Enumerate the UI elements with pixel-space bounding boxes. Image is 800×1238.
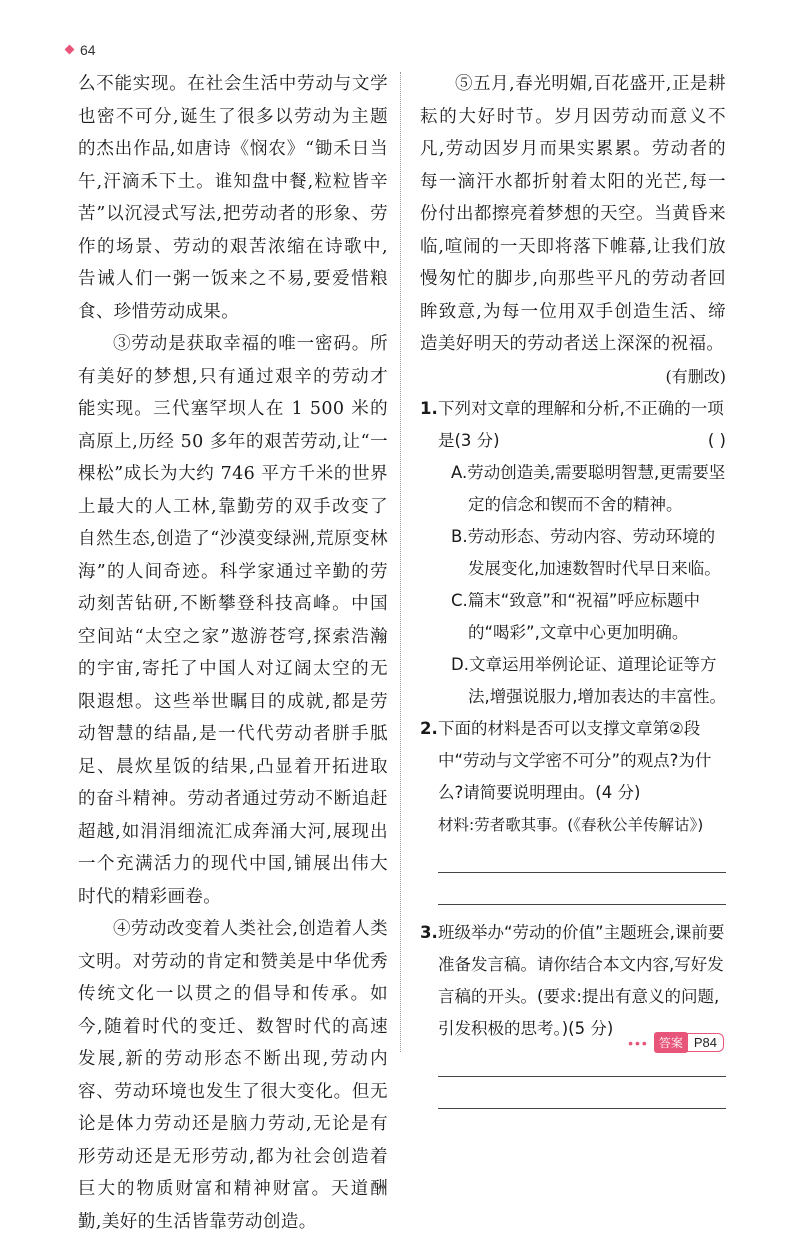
source-note: (有删改): [665, 366, 726, 386]
question-stem: 下列对文章的理解和分析,不正确的一项是(3 分): [438, 398, 724, 450]
material-text: 材料:劳者歌其事。(《春秋公羊传解诂》): [438, 815, 704, 834]
option-b[interactable]: B.劳动形态、劳动内容、劳动环境的发展变化,加速数智时代早日来临。: [451, 526, 721, 578]
left-column: [78, 68, 388, 1238]
paragraph-2-continued: 么不能实现。在社会生活中劳动与文学也密不可分,诞生了很多以劳动为主题的杰出作品,如唐诗《悯农》“锄禾日当午,汗滴禾下土。谁知盘中餐,粒粒皆辛苦”以沉浸式写法,把劳动者的形象、劳作的场景、劳动的艰苦浓缩在诗歌中,告诫人们一粥一饭来之不易,要爱惜粮食、珍惜劳动成果。: [78, 74, 388, 322]
answer-line[interactable]: [438, 873, 726, 905]
answer-line[interactable]: [438, 841, 726, 873]
question-stem: 班级举办“劳动的价值”主题班会,课前要准备发言稿。请你结合本文内容,写好发言稿的开头。(要求:提出有意义的问题,引发积极的思考。)(5 分): [438, 922, 725, 1038]
page-number: 64: [80, 42, 96, 58]
option-a[interactable]: A.劳动创造美,需要聪明智慧,更需要坚定的信念和锲而不舍的精神。: [451, 462, 726, 514]
question-number: 3.: [420, 922, 438, 942]
answer-badge: 答案: [654, 1032, 688, 1053]
answer-reference[interactable]: [628, 1032, 724, 1053]
dots-icon: •••: [628, 1034, 649, 1051]
option-d[interactable]: D.文章运用举例论证、道理论证等方法,增强说服力,增加表达的丰富性。: [451, 654, 726, 706]
question-number: 1.: [420, 398, 438, 418]
column-divider: [400, 72, 401, 1052]
question-number: 2.: [420, 718, 438, 738]
question-stem: 下面的材料是否可以支撑文章第②段中“劳动与文学密不可分”的观点?为什么?请简要说明理由。(4 分): [438, 718, 712, 802]
question-1: [420, 393, 726, 713]
answer-line[interactable]: [438, 1077, 726, 1109]
answer-page-ref: P84: [687, 1033, 724, 1052]
question-3: [420, 917, 726, 1109]
question-2: [420, 713, 726, 905]
paragraph-4: ④劳动改变着人类社会,创造着人类文明。对劳动的肯定和赞美是中华优秀传统文化一以贯之的倡导和传承。如今,随着时代的变迁、数智时代的高速发展,新的劳动形态不断出现,劳动内容、劳动环境也发生了很大变化。但无论是体力劳动还是脑力劳动,无论是有形劳动还是无形劳动,都为社会创造着巨大的物质财富和精神财富。天道酬勤,美好的生活皆靠劳动创造。: [78, 919, 388, 1232]
option-c[interactable]: C.篇末“致意”和“祝福”呼应标题中的“喝彩”,文章中心更加明确。: [451, 590, 700, 642]
answer-bracket[interactable]: ( ): [707, 430, 726, 450]
paragraph-5: ⑤五月,春光明媚,百花盛开,正是耕耘的大好时节。岁月因劳动而意义不凡,劳动因岁月而果实累累。劳动者的每一滴汗水都折射着太阳的光芒,每一份付出都擦亮着梦想的天空。当黄昏来临,喧闹的一天即将落下帷幕,让我们放慢匆忙的脚步,向那些平凡的劳动者回眸致意,为每一位用双手创造生活、缔造美好明天的劳动者送上深深的祝福。: [420, 74, 726, 354]
right-column: [420, 68, 726, 1109]
paragraph-3: ③劳动是获取幸福的唯一密码。所有美好的梦想,只有通过艰辛的劳动才能实现。三代塞罕坝人在 1 500 米的高原上,历经 50 多年的艰苦劳动,让“一棵松”成长为大约 746 平方千米的世界上最大的人工林,靠勤劳的双手改变了自然生态,创造了“沙漠变绿洲,荒原变林海”的人间奇迹。科学家通过辛勤的劳动刻苦钻研,不断攀登科技高峰。中国空间站“太空之家”遨游苍穹,探索浩瀚的宇宙,寄托了中国人对辽阔太空的无限遐想。这些举世瞩目的成就,都是劳动智慧的结晶,是一代代劳动者胼手胝足、晨炊星饭的结果,凸显着开拓进取的奋斗精神。劳动者通过劳动不断追赶超越,如涓涓细流汇成奔涌大河,展现出一个充满活力的现代中国,铺展出伟大时代的精彩画卷。: [78, 334, 388, 907]
